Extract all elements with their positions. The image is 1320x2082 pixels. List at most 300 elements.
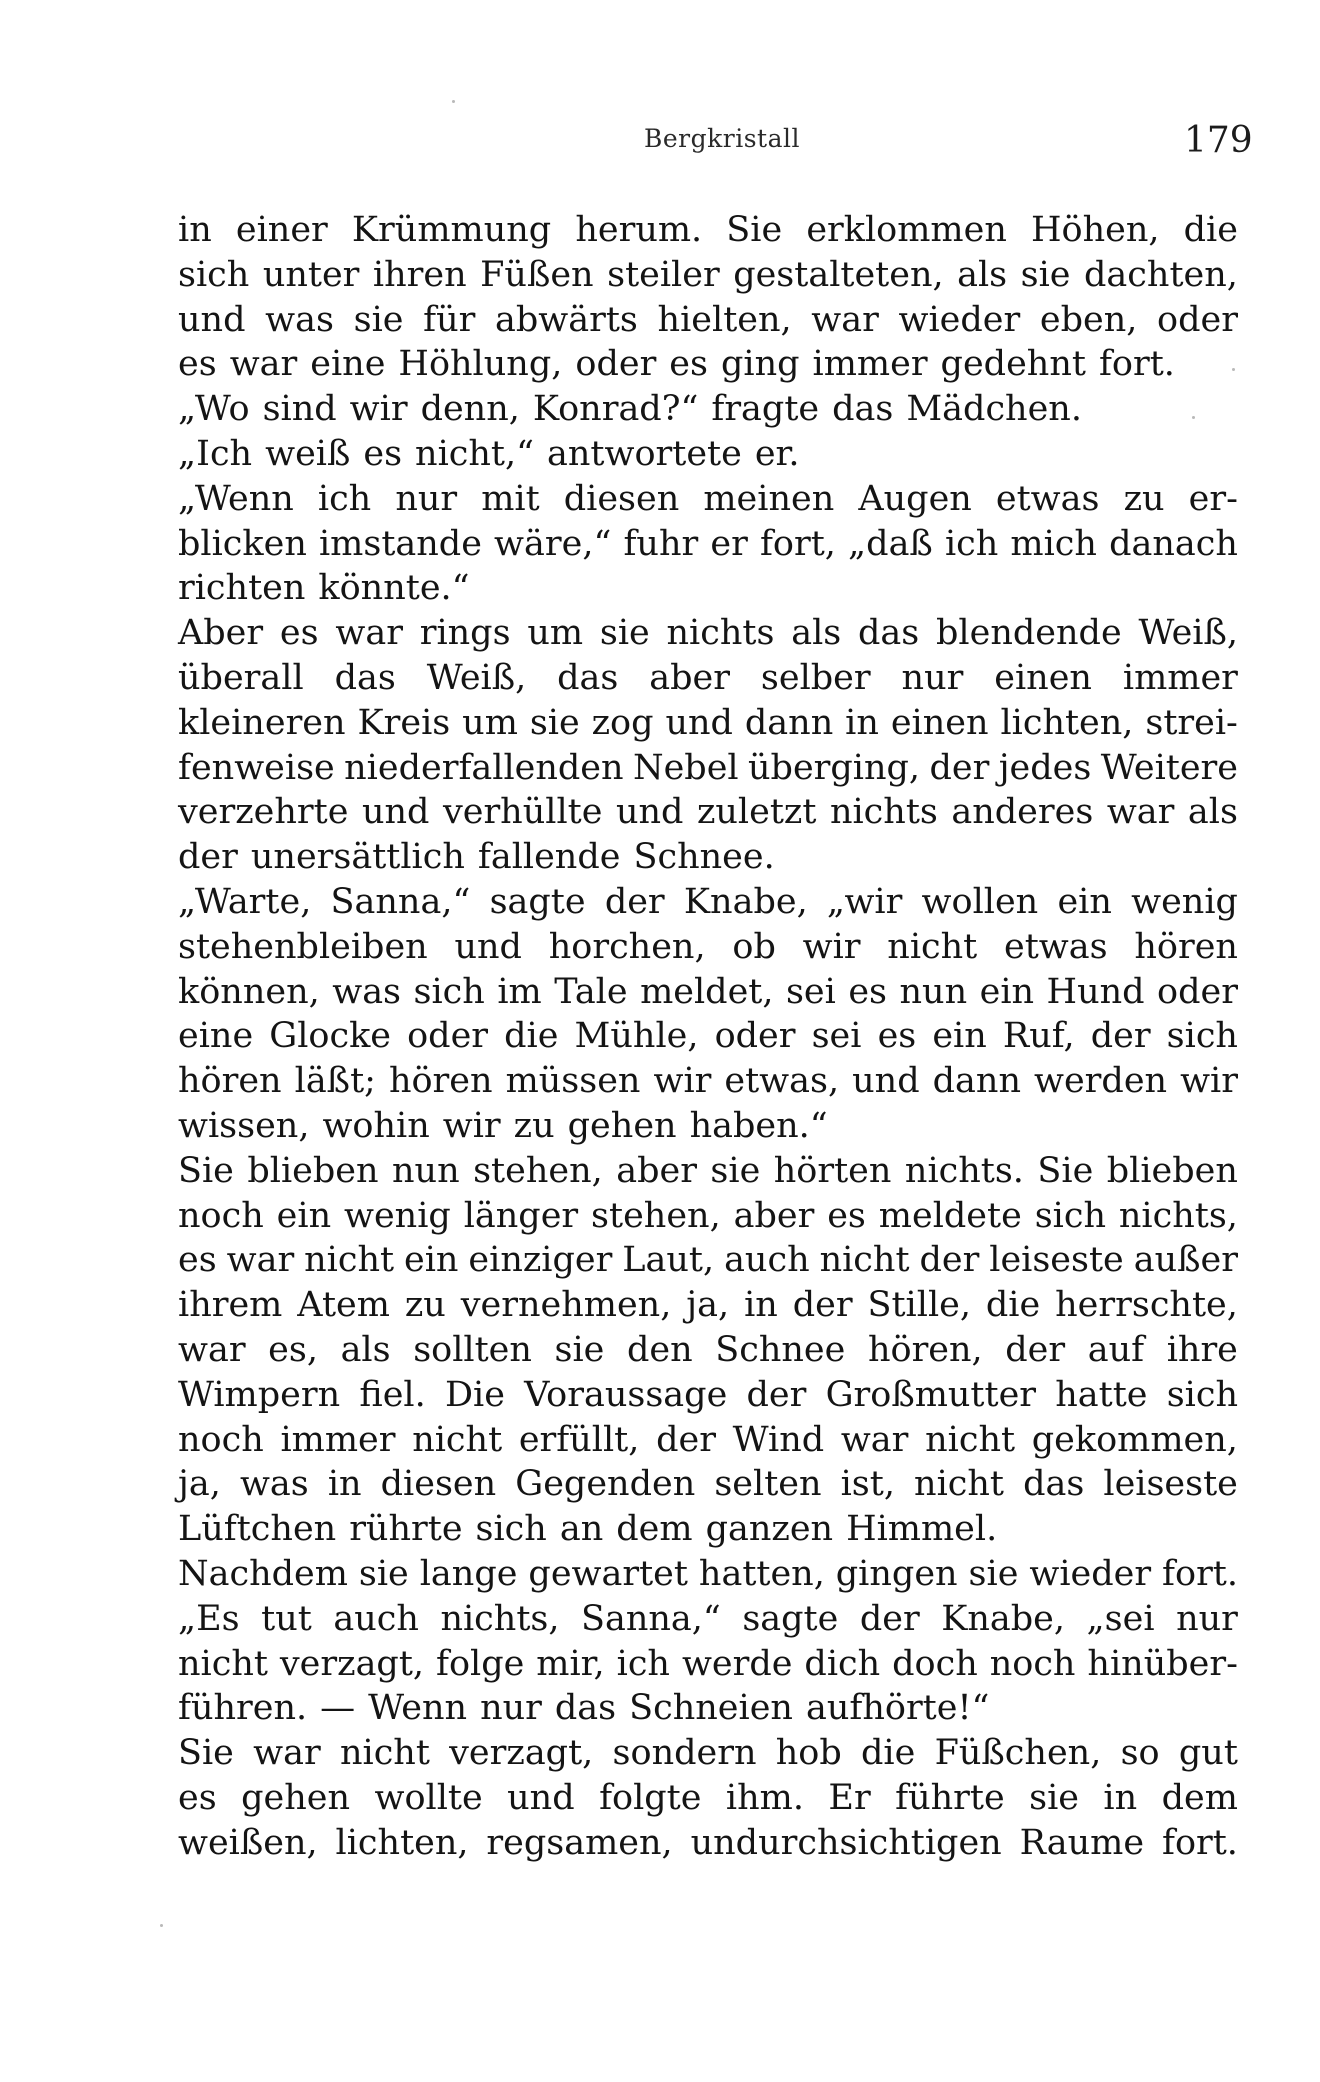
word: der [792, 1285, 853, 1326]
word: was [332, 971, 402, 1012]
word: dann [932, 1061, 1021, 1102]
word: läßt; [294, 1061, 376, 1102]
word: was [239, 1464, 309, 1505]
word: verzagt, [449, 1733, 594, 1774]
word: sind [262, 389, 337, 430]
word: wieder [898, 299, 1021, 340]
word: werde [681, 1643, 793, 1684]
word: einen [890, 702, 989, 743]
word: sie [529, 702, 580, 743]
word: könnte.“ [318, 568, 470, 609]
word: Schneien [629, 1688, 793, 1729]
text-line [178, 835, 1238, 880]
word: Schnee [715, 1329, 846, 1370]
word: noch [178, 1195, 264, 1236]
word: immer [1122, 657, 1238, 698]
word: führte [895, 1777, 1005, 1818]
word: Himmel. [846, 1509, 998, 1550]
word: nicht [887, 926, 978, 967]
word: doch [892, 1643, 978, 1684]
word: ein [404, 1240, 459, 1281]
word: Sie [1037, 1150, 1094, 1191]
word: Er [828, 1777, 871, 1818]
word: Aber [178, 613, 264, 654]
word: Knabe, [683, 881, 808, 922]
word: immer [280, 1419, 396, 1460]
word: vernehmen, [460, 1285, 672, 1326]
word: ging [720, 344, 800, 385]
word: lichten, [335, 1822, 469, 1863]
word: hielten, [657, 299, 792, 340]
word: in [1103, 1777, 1138, 1818]
word: tut [261, 1598, 312, 1639]
word: Atem [297, 1285, 390, 1326]
word: es [877, 1016, 917, 1057]
word: ein [276, 1195, 332, 1236]
word: „Warte, [178, 881, 312, 922]
word: rings [419, 613, 511, 654]
word: Tale [554, 971, 628, 1012]
word: Stille, [867, 1285, 971, 1326]
word: fallende [477, 837, 621, 878]
word: nicht [339, 1733, 430, 1774]
text-line [178, 342, 1238, 387]
word: in [327, 1464, 362, 1505]
word: nun [899, 971, 968, 1012]
word: Sanna,“ [580, 1598, 721, 1639]
word: wir [653, 1061, 712, 1102]
word: einer [235, 210, 328, 250]
text-line [178, 298, 1238, 343]
word: Sie [726, 210, 783, 250]
word: aber [616, 1150, 697, 1191]
word: war [253, 1733, 321, 1774]
word: Kreis [357, 702, 451, 743]
word: auf [1087, 1329, 1145, 1370]
text-line [178, 1597, 1238, 1642]
word: zu [1123, 478, 1165, 519]
word: als [340, 1329, 391, 1370]
word: überging, [748, 747, 921, 788]
word: oder [1157, 299, 1238, 340]
word: das [554, 1688, 617, 1729]
word: gestalteten, [733, 254, 944, 295]
word: Raume [1019, 1822, 1145, 1863]
word: mich [1010, 523, 1097, 564]
word: ein [932, 1016, 987, 1057]
word: immer [812, 344, 928, 385]
running-title: Bergkristall [644, 124, 800, 153]
word: wohin [322, 1105, 430, 1146]
word: „Wo [178, 389, 250, 430]
word: es [827, 1195, 866, 1236]
text-line [178, 208, 1238, 253]
word: der [1090, 1016, 1151, 1057]
word: er. [754, 433, 800, 474]
word: Sie [178, 1150, 234, 1191]
word: in [178, 210, 212, 250]
word: zu [404, 1285, 446, 1326]
word: nicht [914, 1464, 1004, 1505]
word: für [423, 299, 476, 340]
word: herum. [575, 210, 703, 250]
word: diesen [563, 478, 680, 519]
word: außer [1133, 1240, 1238, 1281]
word: Glocke [269, 1016, 392, 1057]
word: aber [649, 657, 730, 698]
word: können, [178, 971, 320, 1012]
text-line [178, 1821, 1238, 1866]
word: leiseste [989, 1240, 1124, 1281]
word: den [627, 1329, 693, 1370]
word: sie [1020, 254, 1071, 295]
text-line [178, 432, 1238, 477]
word: Krümmung [351, 210, 552, 250]
word: nicht [819, 1240, 910, 1281]
word: rührte [349, 1509, 463, 1550]
word: folge [435, 1643, 525, 1684]
word: „daß [848, 523, 933, 564]
word: Füßen [480, 254, 594, 295]
word: gewartet [528, 1553, 688, 1594]
word: der [656, 1419, 716, 1460]
word: Wenn [368, 1688, 468, 1729]
word: etwas [1004, 926, 1108, 967]
word: länger [463, 1195, 579, 1236]
word: war [811, 299, 879, 340]
body-text [178, 208, 1238, 1865]
word: Sanna,“ [330, 881, 471, 922]
word: nur [480, 1688, 542, 1729]
word: ein [1057, 881, 1112, 922]
word: Knabe, [941, 1598, 1066, 1639]
running-head [0, 118, 1320, 168]
word: antwortete [547, 433, 742, 474]
word: führen. [178, 1688, 308, 1729]
word: Nachdem [178, 1553, 348, 1594]
word: horchen, [548, 926, 706, 967]
word: sie [599, 613, 650, 654]
word: Lüftchen [178, 1509, 337, 1550]
text-line [178, 1552, 1238, 1597]
word: lange [419, 1553, 518, 1594]
word: weiß [265, 433, 351, 474]
word: „Ich [178, 433, 253, 474]
word: wir [1180, 1061, 1238, 1102]
word: war [840, 1419, 909, 1460]
word: nicht,“ [415, 433, 535, 474]
word: der [919, 1240, 980, 1281]
paper-speck [160, 1924, 163, 1927]
word: dich [804, 1643, 881, 1684]
word: an [559, 1509, 604, 1550]
word: als [791, 613, 842, 654]
word: das [832, 389, 894, 430]
word: Augen [858, 478, 972, 519]
word: sich [413, 971, 485, 1012]
word: im [497, 971, 542, 1012]
text-line [178, 522, 1238, 567]
word: „Wenn [178, 478, 294, 519]
word: fiel. [359, 1374, 426, 1415]
word: stehen, [591, 1195, 721, 1236]
word: einziger [468, 1240, 613, 1281]
word: dem [616, 1509, 693, 1550]
text-line [178, 925, 1238, 970]
text-line [178, 1507, 1238, 1552]
word: nicht [925, 1419, 1016, 1460]
word: es [363, 433, 403, 474]
word: Gegenden [515, 1464, 696, 1505]
word: haben.“ [689, 1105, 828, 1146]
word: leiseste [1103, 1464, 1238, 1505]
word: blendende [936, 613, 1122, 654]
word: es [279, 613, 319, 654]
word: meldet, [640, 971, 774, 1012]
text-line [178, 1373, 1238, 1418]
word: und [454, 926, 522, 967]
word: selten [714, 1464, 822, 1505]
word: etwas, [724, 1061, 840, 1102]
word: nur [901, 657, 964, 698]
text-line [178, 387, 1238, 432]
word: er [710, 523, 748, 564]
word: undurchsichtigen [690, 1822, 1002, 1863]
text-line [178, 656, 1238, 701]
word: mir, [536, 1643, 605, 1684]
word: einen [994, 657, 1092, 698]
word: stehenbleiben [178, 926, 428, 967]
word: unter [262, 254, 360, 295]
word: Voraussage [524, 1374, 728, 1415]
text-line [178, 1776, 1238, 1821]
word: ja, [178, 1464, 221, 1505]
word: in [744, 1285, 778, 1326]
word: so [1120, 1733, 1160, 1774]
word: gekommen, [1031, 1419, 1238, 1460]
word: Füßchen, [934, 1733, 1102, 1774]
word: der [859, 1598, 920, 1639]
word: wir [442, 1105, 501, 1146]
word: stehen, [473, 1150, 603, 1191]
word: Weiß, [426, 657, 527, 698]
word: es [178, 1777, 217, 1818]
word: folgte [599, 1777, 702, 1818]
word: zuletzt [696, 792, 817, 833]
word: abwärts [495, 299, 638, 340]
word: strei- [1145, 702, 1238, 743]
word: meldete [878, 1195, 1022, 1236]
word: Laut, [622, 1240, 715, 1281]
word: ob [732, 926, 776, 967]
word: hören, [867, 1329, 983, 1370]
word: etwas [995, 478, 1100, 519]
word: sie [1029, 1777, 1079, 1818]
word: Die [444, 1374, 505, 1415]
text-line [178, 701, 1238, 746]
word: sondern [612, 1733, 757, 1774]
word: es [848, 971, 888, 1012]
word: Weiß, [1138, 613, 1238, 654]
text-line [178, 970, 1238, 1015]
word: verhüllte [442, 792, 603, 833]
text-line [178, 253, 1238, 298]
word: Weitere [1100, 747, 1238, 788]
word: das [557, 657, 619, 698]
word: — [320, 1688, 356, 1729]
word: wenig [1131, 881, 1238, 922]
word: es, [268, 1329, 318, 1370]
word: nichts [666, 613, 775, 654]
text-line [178, 1642, 1238, 1687]
text-line [178, 1059, 1238, 1104]
word: sie [710, 1150, 761, 1191]
word: ihm. [725, 1777, 804, 1818]
word: niederfallenden [344, 747, 624, 788]
word: steiler [607, 254, 720, 295]
word: es [669, 344, 708, 385]
word: es [178, 344, 217, 385]
text-line [178, 477, 1238, 522]
word: Schnee. [633, 837, 775, 878]
word: sie [968, 1553, 1019, 1594]
word: noch [178, 1419, 264, 1460]
text-line [178, 746, 1238, 791]
word: nur [1176, 1598, 1238, 1639]
word: dachten, [1084, 254, 1238, 295]
word: sich [475, 1509, 547, 1550]
page-number: 179 [1184, 120, 1253, 161]
word: werden [1034, 1061, 1168, 1102]
word: ein [979, 971, 1035, 1012]
word: meinen [703, 478, 835, 519]
word: Höhen, [1031, 210, 1160, 250]
word: war [335, 613, 403, 654]
word: der [604, 881, 665, 922]
word: war [226, 1240, 295, 1281]
word: fort. [1162, 1553, 1238, 1594]
word: um [462, 702, 518, 743]
word: wir [349, 389, 408, 430]
text-line [178, 611, 1238, 656]
word: wir [802, 926, 861, 967]
word: sich [1166, 1374, 1238, 1415]
word: herrschte, [1055, 1285, 1238, 1326]
word: eine [310, 344, 386, 385]
word: die [1183, 210, 1238, 250]
word: fragte [711, 389, 820, 430]
word: wollte [374, 1777, 483, 1818]
word: sie [554, 1329, 605, 1370]
paper-speck [1232, 368, 1235, 371]
word: aufhörte!“ [805, 1688, 990, 1729]
word: Ruf, [1002, 1016, 1075, 1057]
word: regsamen, [486, 1822, 673, 1863]
word: hören [1134, 926, 1238, 967]
text-line [178, 1014, 1238, 1059]
word: war [229, 344, 298, 385]
word: ihre [1166, 1329, 1238, 1370]
word: ihren [372, 254, 467, 295]
word: nichts. [904, 1150, 1024, 1191]
word: Mühle, [574, 1016, 699, 1057]
word: denn, [420, 389, 520, 430]
word: Hund [1046, 971, 1145, 1012]
word: eine [178, 1016, 254, 1057]
word: Konrad?“ [532, 389, 699, 430]
word: oder [714, 1016, 796, 1057]
word: wenig [344, 1195, 451, 1236]
word: wieder [1029, 1553, 1152, 1594]
word: gedehnt [940, 344, 1086, 385]
word: selber [760, 657, 871, 698]
text-line [178, 1462, 1238, 1507]
word: gehen [241, 1777, 351, 1818]
word: und [178, 299, 246, 340]
word: der [178, 837, 238, 878]
word: gingen [835, 1553, 958, 1594]
text-line [178, 1328, 1238, 1373]
word: sie [353, 299, 404, 340]
word: wissen, [178, 1105, 310, 1146]
word: sie [358, 1553, 409, 1594]
word: die [504, 1016, 559, 1057]
word: der [929, 747, 990, 788]
word: zog [591, 702, 654, 743]
word: die [985, 1285, 1041, 1326]
word: das [1023, 1464, 1085, 1505]
word: kleineren [178, 702, 346, 743]
word: sagte [489, 881, 586, 922]
word: sei [785, 971, 836, 1012]
word: unersättlich [250, 837, 465, 878]
paper-speck [1192, 416, 1195, 419]
word: nichts [829, 792, 938, 833]
text-line [178, 1194, 1238, 1239]
text-line [178, 1104, 1238, 1149]
word: hinüber- [1087, 1643, 1238, 1684]
word: „sei [1086, 1598, 1155, 1639]
word: danach [1109, 523, 1238, 564]
word: der [1005, 1329, 1066, 1370]
word: richten [178, 568, 306, 609]
word: diesen [380, 1464, 497, 1505]
word: hatten, [698, 1553, 825, 1594]
text-line [178, 1731, 1238, 1776]
word: nicht [412, 1419, 503, 1460]
word: und [507, 1777, 575, 1818]
word: auch [724, 1240, 810, 1281]
word: nicht [304, 1240, 395, 1281]
word: nichts, [1118, 1195, 1238, 1236]
word: nicht [178, 1643, 268, 1684]
word: oder [575, 344, 657, 385]
word: er- [1188, 478, 1238, 519]
word: zu [513, 1105, 555, 1146]
word: überall [178, 657, 304, 698]
word: Mädchen. [906, 389, 1082, 430]
word: sollten [413, 1329, 532, 1370]
word: das [334, 657, 396, 698]
word: „Es [178, 1598, 240, 1639]
word: sich [1034, 1195, 1106, 1236]
word: oder [407, 1016, 489, 1057]
word: Wimpern [178, 1374, 341, 1415]
word: und [361, 792, 430, 833]
word: verzehrte [178, 792, 349, 833]
word: blieben [247, 1150, 379, 1191]
word: blieben [1106, 1150, 1238, 1191]
